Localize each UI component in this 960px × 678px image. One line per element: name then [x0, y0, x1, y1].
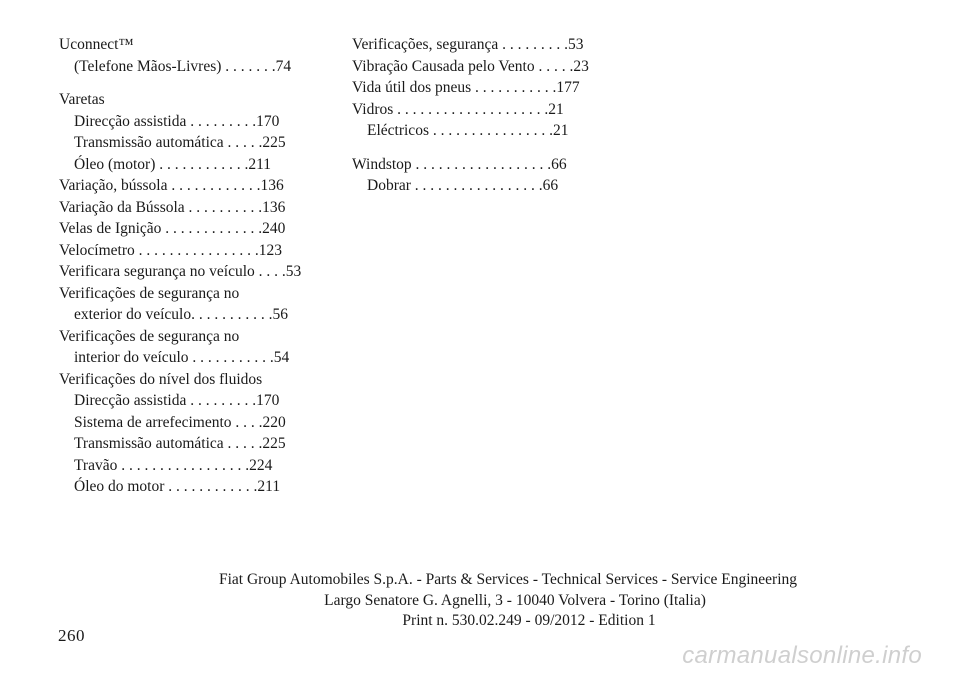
index-entry: Vidros . . . . . . . . . . . . . . . . . . . .21 — [352, 100, 564, 118]
index-entry: Varetas — [59, 91, 105, 108]
index-subentry: Óleo do motor . . . . . . . . . . . .211 — [74, 478, 281, 495]
index-column-left — [59, 34, 319, 498]
index-entry: Windstop . . . . . . . . . . . . . . . . . .66 — [352, 155, 567, 173]
footer-line-company: Fiat Group Automobiles S.p.A. - Parts & Services - Technical Services - Service Engineering — [218, 571, 798, 588]
index-subentry: Transmissão automática . . . . .225 — [74, 134, 286, 151]
index-entry: Verificações de segurança no — [59, 327, 240, 345]
index-spacer — [59, 77, 319, 89]
footer-line-print: Print n. 530.02.249 - 09/2012 - Edition 1 — [402, 612, 656, 629]
index-entry: Uconnect™ — [59, 36, 134, 53]
page-number: 260 — [58, 626, 85, 645]
footer-line-address: Largo Senatore G. Agnelli, 3 - 10040 Volvera - Torino (Italia) — [324, 591, 706, 609]
index-entry: Velas de Ignição . . . . . . . . . . . . .240 — [59, 220, 286, 237]
index-subentry: Transmissão automática . . . . .225 — [74, 435, 286, 452]
index-subentry: Sistema de arrefecimento . . . .220 — [74, 413, 286, 431]
index-entry: Variação da Bússola . . . . . . . . . .136 — [59, 198, 286, 216]
index-subentry: Óleo (motor) . . . . . . . . . . . .211 — [74, 155, 272, 173]
index-subentry: Travão . . . . . . . . . . . . . . . . .224 — [74, 456, 273, 474]
index-subentry: interior do veículo . . . . . . . . . . .54 — [74, 349, 290, 366]
index-entry: Variação, bússola . . . . . . . . . . . .136 — [59, 177, 284, 194]
index-spacer — [352, 142, 612, 154]
index-entry: Velocímetro . . . . . . . . . . . . . . . .123 — [59, 241, 283, 259]
publisher-footer — [0, 570, 960, 632]
index-subentry: Direcção assistida . . . . . . . . .170 — [74, 392, 280, 409]
index-subentry: exterior do veículo. . . . . . . . . . .56 — [74, 306, 288, 323]
index-subentry: (Telefone Mãos-Livres) . . . . . . .74 — [74, 57, 292, 75]
index-column-right — [352, 34, 612, 197]
index-entry: Verificações, segurança . . . . . . . . .53 — [352, 36, 584, 53]
index-entry: Verificara segurança no veículo . . . .53 — [59, 263, 302, 280]
index-subentry: Direcção assistida . . . . . . . . .170 — [74, 112, 280, 130]
index-subentry: Dobrar . . . . . . . . . . . . . . . . .66 — [367, 177, 559, 194]
index-subentry: Eléctricos . . . . . . . . . . . . . . . .21 — [367, 122, 569, 139]
index-entry: Vida útil dos pneus . . . . . . . . . . .177 — [352, 79, 580, 96]
index-entry: Verificações de segurança no — [59, 284, 240, 302]
index-entry: Vibração Causada pelo Vento . . . . .23 — [352, 57, 589, 75]
watermark: carmanualsonline.info — [682, 642, 922, 669]
index-entry: Verificações do nível dos fluidos — [59, 370, 263, 388]
